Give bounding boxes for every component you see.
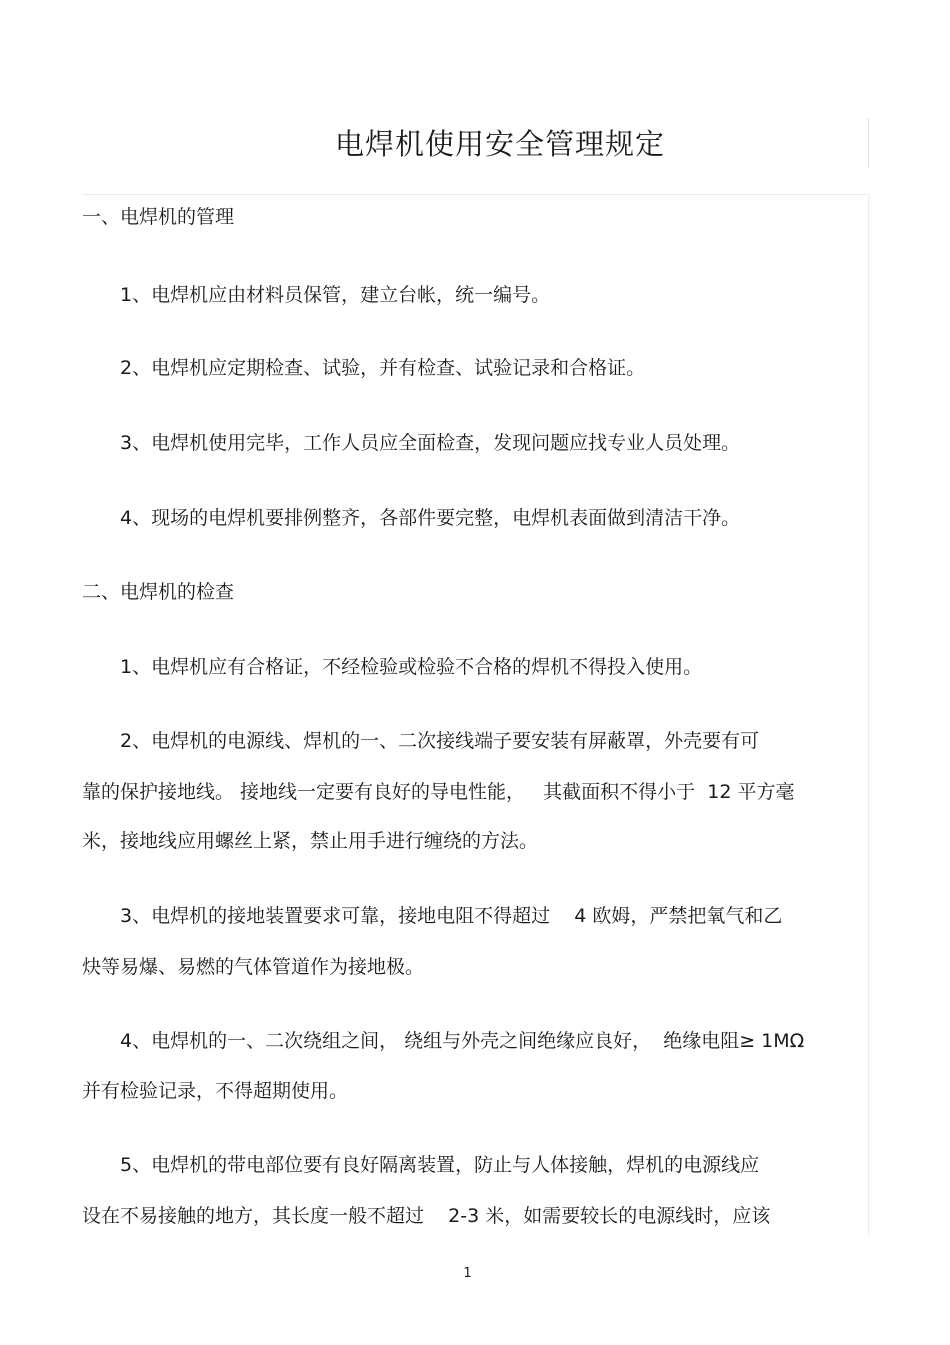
- paragraph-line: 1、电焊机应有合格证，不经检验或检验不合格的焊机不得投入使用。: [120, 656, 703, 678]
- section-heading-1: 一、电焊机的管理: [82, 206, 235, 228]
- document-title: 电焊机使用安全管理规定: [335, 127, 666, 161]
- paragraph-line: 5、电焊机的带电部位要有良好隔离装置，防止与人体接触，焊机的电源线应: [120, 1154, 760, 1176]
- paragraph-line: 1、电焊机应由材料员保管，建立台帐，统一编号。: [120, 284, 551, 306]
- margin-rule-right: [868, 196, 869, 1236]
- paragraph-line: 并有检验记录，不得超期使用。: [82, 1080, 349, 1102]
- paragraph-line: 设在不易接触的地方，其长度一般不超过 2-3 米，如需要较长的电源线时，应该: [82, 1205, 771, 1227]
- header-divider: [82, 194, 870, 195]
- section-heading-2: 二、电焊机的检查: [82, 581, 235, 603]
- margin-rule-top: [868, 118, 869, 168]
- paragraph-line: 3、电焊机的接地装置要求可靠，接地电阻不得超过 4 欧姆，严禁把氧气和乙: [120, 905, 783, 927]
- paragraph-line: 4、现场的电焊机要排例整齐，各部件要完整，电焊机表面做到清洁干净。: [120, 507, 741, 529]
- paragraph-line: 靠的保护接地线。 接地线一定要有良好的导电性能， 其截面积不得小于 12 平方毫: [82, 781, 795, 803]
- paragraph-line: 2、电焊机应定期检查、试验，并有检查、试验记录和合格证。: [120, 357, 646, 379]
- page-number: 1: [463, 1266, 472, 1281]
- paragraph-line: 2、电焊机的电源线、焊机的一、二次接线端子要安装有屏蔽罩，外壳要有可: [120, 730, 760, 752]
- paragraph-line: 米，接地线应用螺丝上紧，禁止用手进行缠绕的方法。: [82, 830, 539, 852]
- paragraph-line: 4、电焊机的一、二次绕组之间， 绕组与外壳之间绝缘应良好， 绝缘电阻≥ 1MΩ: [120, 1030, 805, 1052]
- paragraph-line: 炔等易爆、易燃的气体管道作为接地极。: [82, 956, 425, 978]
- paragraph-line: 3、电焊机使用完毕，工作人员应全面检查，发现问题应找专业人员处理。: [120, 432, 741, 454]
